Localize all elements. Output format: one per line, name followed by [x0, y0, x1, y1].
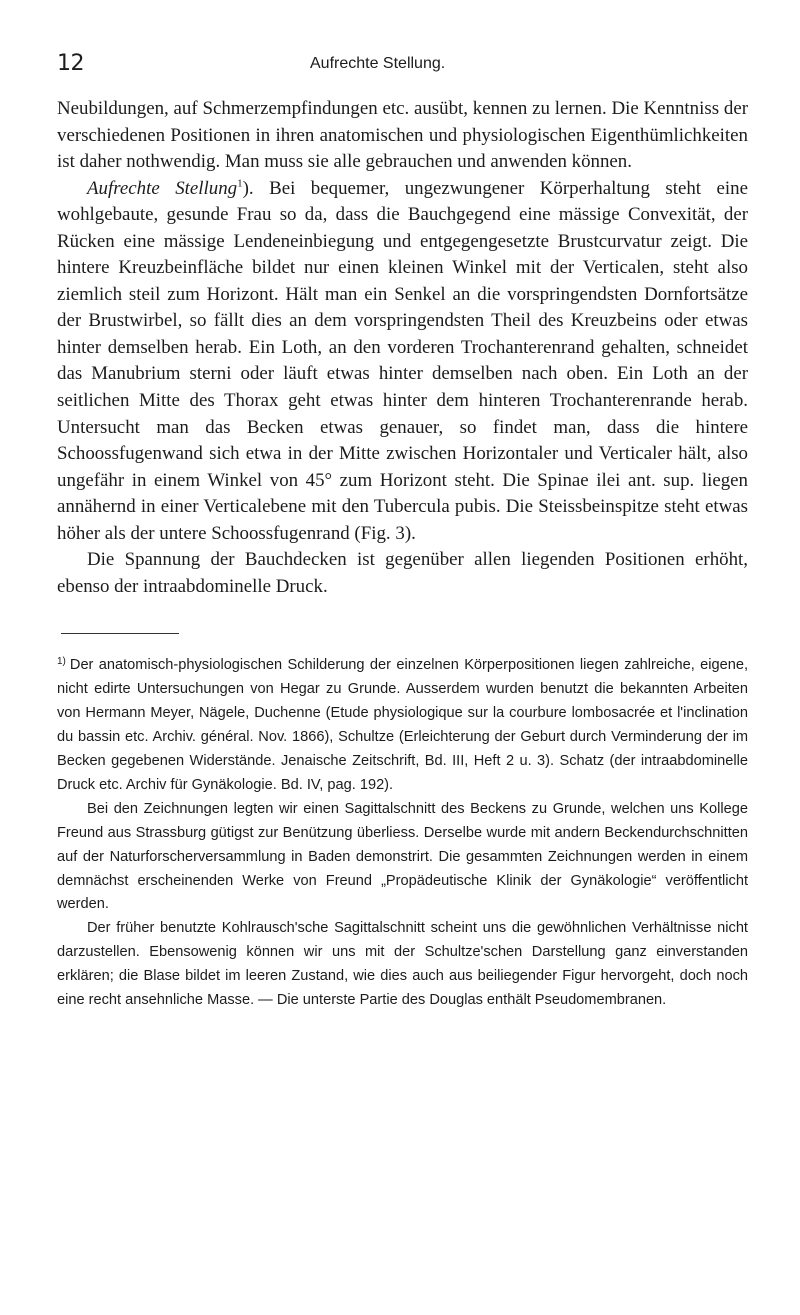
footnote-mark: 1)	[57, 655, 66, 667]
section-heading-italic: Aufrechte Stellung	[87, 177, 238, 199]
book-page	[57, 0, 748, 1013]
footnote-2: Bei den Zeichnungen legten wir einen Sagittalschnitt des Beckens zu Grunde, welchen uns Kollege Freund aus Strassburg gütigst zur Benützung überliess. Derselbe wurde mit andern Beckendurchschnitten auf der Naturforscherversammlung in Baden demonstrirt. Die gesammten Zeichnungen werden in einem demnächst erscheinenden Werke von Freund „Propädeutische Klinik der Gynäkologie“ veröffentlicht werden.	[57, 800, 748, 913]
page-number: 12	[57, 51, 84, 76]
paragraph-2	[57, 176, 748, 548]
paragraph-3: Die Spannung der Bauchdecken ist gegenüber allen liegenden Positionen erhöht, ebenso der intraabdominelle Druck.	[57, 549, 748, 597]
footnote-3: Der früher benutzte Kohlrausch'sche Sagittalschnitt scheint uns die gewöhnlichen Verhältnisse nicht darzustellen. Ebensowenig können wir uns mit der Schultze'schen Darstellung ganz einverstanden erklären; die Blase bildet im leeren Zustand, wie dies auch aus beiliegender Figur hervorgeht, doch noch eine recht ansehnliche Masse. — Die unterste Partie des Douglas enthält Pseudomembranen.	[57, 920, 748, 1009]
running-title: Aufrechte Stellung.	[310, 55, 446, 72]
footnote-divider	[61, 633, 179, 634]
paragraph-1: Neubildungen, auf Schmerzempfindungen etc. ausübt, kennen zu lernen. Die Kenntniss der verschiedenen Positionen in ihren anatomischen und physiologischen Eigenthümlichkeiten ist daher nothwendig. Man muss sie alle gebrauchen und anwenden können.	[57, 98, 748, 173]
paragraph-2-text: ). Bei bequemer, ungezwungener Körperhaltung steht eine wohlgebaute, gesunde Frau so da, dass die Bauchgegend eine mässige Convexität, der Rücken eine mässige Lendeneinbiegung und entgegengesetzte Brustcurvatur zeigt. Die hintere Kreuzbeinfläche bildet nur einen kleinen Winkel mit der Verticalen, steht also ziemlich steil zum Horizont. Hält man ein Senkel an die vorspringendsten Dornfortsätze der Brustwirbel, so fällt dies an dem vorspringendsten Theil des Kreuzbeins oder etwas hinter demselben herab. Ein Loth, an den vorderen Trochanterenrand gehalten, schneidet das Manubrium sterni oder läuft etwas hinter demselben nach oben. Ein Loth an der seitlichen Mitte des Thorax geht etwas hinter dem hinteren Trochanterenrande herab. Untersucht man das Becken etwas genauer, so findet man, dass die hintere Schoossfugenwand sich etwa in der Mitte zwischen Horizontaler und Verticaler hält, also ungefähr in einem Winkel von 45° zum Horizont steht. Die Spinae ilei ant. sup. liegen annähernd in einer Verticalebene mit den Tubercula pubis. Die Steissbeinspitze steht etwas höher als der untere Schoossfugenrand (Fig. 3).	[57, 177, 748, 544]
footnote-1	[57, 654, 748, 797]
running-head	[57, 50, 748, 90]
footnotes	[57, 654, 748, 1013]
body-text	[57, 96, 748, 600]
footnote-reference: 1	[237, 177, 243, 190]
footnote-1-text: Der anatomisch-physiologischen Schilderung der einzelnen Körperpositionen liegen zahlreiche, eigene, nicht edirte Untersuchungen von Hegar zu Grunde. Ausserdem wurden benutzt die bekannten Arbeiten von Hermann Meyer, Nägele, Duchenne (Etude physiologique sur la courbure lombosacrée et l'inclination du bassin etc. Archiv. général. Nov. 1866), Schultze (Erleichterung der Geburt durch Verminderung der im Becken gegebenen Widerstände. Jenaische Zeitschrift, Bd. III, Heft 2 u. 3). Schatz (der intraabdominelle Druck etc. Archiv für Gynäkologie. Bd. IV, pag. 192).	[57, 657, 748, 793]
